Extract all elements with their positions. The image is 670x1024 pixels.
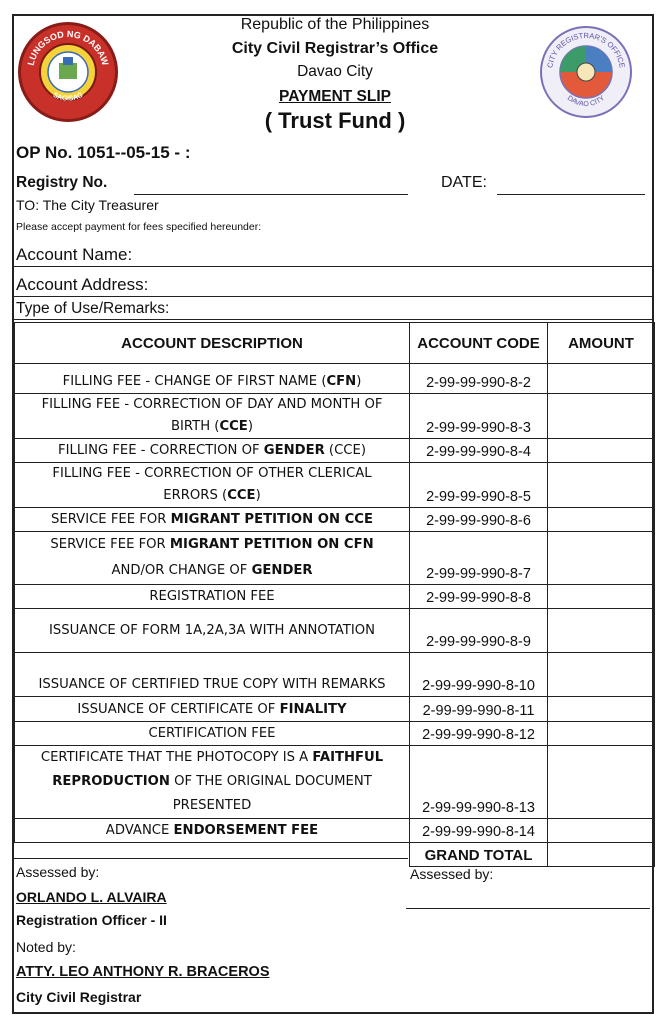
row-description [15, 439, 410, 463]
grand-total-amount-cell[interactable] [548, 843, 655, 867]
table-row [15, 364, 655, 394]
table-row [15, 609, 655, 653]
desc-bold: FINALITY [279, 702, 347, 717]
left-seal-top-text: LUNGSOD NG DABAW [25, 28, 111, 67]
table-row [15, 532, 655, 585]
row-description [15, 364, 410, 394]
remarks-label: Type of Use/Remarks: [16, 300, 170, 317]
row-description: ISSUANCE OF CERTIFIED TRUE COPY WITH REMARKS [15, 653, 410, 697]
desc-bold: ENDORSEMENT FEE [173, 823, 319, 838]
desc-bold: CCE [227, 488, 256, 503]
date-label: DATE: [441, 174, 487, 191]
date-field[interactable] [497, 194, 645, 195]
desc-text: FILLING FEE - CORRECTION OF [58, 443, 264, 458]
fees-table [14, 322, 655, 867]
to-line: TO: The City Treasurer [16, 197, 159, 213]
slip-title-wrap [0, 88, 670, 109]
row-description [15, 746, 410, 819]
table-row [15, 697, 655, 722]
row-account-code: 2-99-99-990-8-8 [410, 585, 548, 609]
row-amount-cell[interactable] [548, 463, 655, 508]
row-amount-cell[interactable] [548, 585, 655, 609]
desc-text: SERVICE FEE FOR [51, 512, 171, 527]
desc-text: FILLING FEE - CORRECTION OF DAY AND MONTH OF [41, 397, 383, 412]
desc-bold: MIGRANT PETITION ON CFN [169, 537, 374, 552]
desc-bold: FAITHFUL [312, 750, 384, 765]
right-seal-bottom-text: DAVAO CITY [565, 94, 607, 109]
header-account-code: ACCOUNT CODE [410, 323, 548, 364]
desc-text: FILLING FEE - CORRECTION OF OTHER CLERICAL [52, 466, 372, 481]
registry-label: Registry No. [16, 174, 108, 191]
desc-bold: GENDER [251, 563, 313, 578]
row-description [15, 819, 410, 843]
row-description [15, 394, 410, 439]
table-row [15, 463, 655, 508]
desc-text: ADVANCE [105, 823, 174, 838]
instruction-text: Please accept payment for fees specified hereunder: [16, 221, 262, 233]
assessed-by-left-label: Assessed by: [16, 864, 100, 880]
row-amount-cell[interactable] [548, 746, 655, 819]
row-description [15, 532, 410, 585]
officer-title: Registration Officer - II [16, 912, 167, 928]
desc-text: FILLING FEE - CHANGE OF FIRST NAME ( [62, 374, 327, 389]
desc-text: SERVICE FEE FOR [50, 537, 170, 552]
row-description [15, 697, 410, 722]
assessed-by-right-label: Assessed by: [410, 866, 494, 882]
row-account-code: 2-99-99-990-8-6 [410, 508, 548, 532]
remarks-field[interactable] [14, 319, 654, 320]
assessed-by-right-signature-line[interactable] [406, 908, 650, 909]
table-row [15, 819, 655, 843]
table-header-row [15, 323, 655, 364]
row-account-code: 2-99-99-990-8-5 [410, 463, 548, 508]
desc-text: AND/OR CHANGE OF [111, 563, 252, 578]
row-amount-cell[interactable] [548, 653, 655, 697]
table-row [15, 585, 655, 609]
row-amount-cell[interactable] [548, 439, 655, 463]
grand-total-label: GRAND TOTAL [410, 843, 548, 867]
row-amount-cell[interactable] [548, 532, 655, 585]
row-account-code: 2-99-99-990-8-14 [410, 819, 548, 843]
row-amount-cell[interactable] [548, 364, 655, 394]
op-number: OP No. 1051--05-15 - : [16, 143, 191, 162]
account-address-label: Account Address: [16, 275, 149, 294]
desc-bold: CCE [219, 419, 248, 434]
row-account-code: 2-99-99-990-8-4 [410, 439, 548, 463]
office-name: City Civil Registrar’s Office [231, 40, 439, 57]
row-amount-cell[interactable] [548, 722, 655, 746]
header-amount: AMOUNT [548, 323, 655, 364]
desc-text: OF THE ORIGINAL DOCUMENT [169, 774, 372, 789]
table-row [15, 653, 655, 697]
desc-text: CERTIFICATE THAT THE PHOTOCOPY IS A [40, 750, 313, 765]
city-name: Davao City [297, 63, 373, 80]
fund-title: ( Trust Fund ) [264, 108, 406, 133]
row-description [15, 463, 410, 508]
desc-bold: CFN [326, 374, 357, 389]
table-row [15, 394, 655, 439]
row-account-code: 2-99-99-990-8-12 [410, 722, 548, 746]
desc-text: ) [247, 419, 253, 434]
table-row [15, 746, 655, 819]
row-account-code: 2-99-99-990-8-13 [410, 746, 548, 819]
row-account-code: 2-99-99-990-8-7 [410, 532, 548, 585]
noted-by-label: Noted by: [16, 939, 76, 955]
account-address-field[interactable] [14, 296, 654, 297]
desc-text: (CCE) [324, 443, 366, 458]
slip-title: PAYMENT SLIP [279, 88, 391, 105]
grand-total-row [15, 843, 655, 867]
table-row [15, 508, 655, 532]
registry-number-field[interactable] [134, 194, 408, 195]
desc-bold: MIGRANT PETITION ON CCE [170, 512, 373, 527]
grand-total-spacer [15, 843, 410, 867]
row-account-code: 2-99-99-990-8-3 [410, 394, 548, 439]
officer-name: ORLANDO L. ALVAIRA [16, 889, 167, 905]
row-description: ISSUANCE OF FORM 1A,2A,3A WITH ANNOTATION [15, 609, 410, 653]
row-amount-cell[interactable] [548, 609, 655, 653]
row-description: CERTIFICATION FEE [15, 722, 410, 746]
footer-divider [14, 858, 408, 859]
row-account-code: 2-99-99-990-8-11 [410, 697, 548, 722]
registrar-name: ATTY. LEO ANTHONY R. BRACEROS [16, 964, 270, 980]
desc-text: ) [356, 374, 362, 389]
table-row [15, 439, 655, 463]
desc-bold: GENDER [263, 443, 325, 458]
republic-line: Republic of the Philippines [240, 16, 430, 33]
table-row [15, 722, 655, 746]
desc-text: ISSUANCE OF CERTIFICATE OF [77, 702, 280, 717]
registrar-title: City Civil Registrar [16, 989, 142, 1005]
desc-text: ) [255, 488, 261, 503]
row-amount-cell[interactable] [548, 697, 655, 722]
desc-text: PRESENTED [172, 798, 252, 813]
row-account-code: 2-99-99-990-8-2 [410, 364, 548, 394]
row-description [15, 508, 410, 532]
account-name-field[interactable] [14, 266, 654, 267]
row-description: REGISTRATION FEE [15, 585, 410, 609]
row-account-code: 2-99-99-990-8-10 [410, 653, 548, 697]
desc-text: ERRORS ( [163, 488, 228, 503]
header-account-description: ACCOUNT DESCRIPTION [15, 323, 410, 364]
left-seal-bottom-text: SAGISAG [51, 91, 85, 103]
desc-bold: REPRODUCTION [52, 774, 170, 789]
desc-text: BIRTH ( [171, 419, 220, 434]
row-amount-cell[interactable] [548, 508, 655, 532]
account-name-label: Account Name: [16, 245, 133, 264]
right-seal-top-text: CITY REGISTRAR'S OFFICE [545, 30, 627, 69]
row-amount-cell[interactable] [548, 819, 655, 843]
row-account-code: 2-99-99-990-8-9 [410, 609, 548, 653]
row-amount-cell[interactable] [548, 394, 655, 439]
